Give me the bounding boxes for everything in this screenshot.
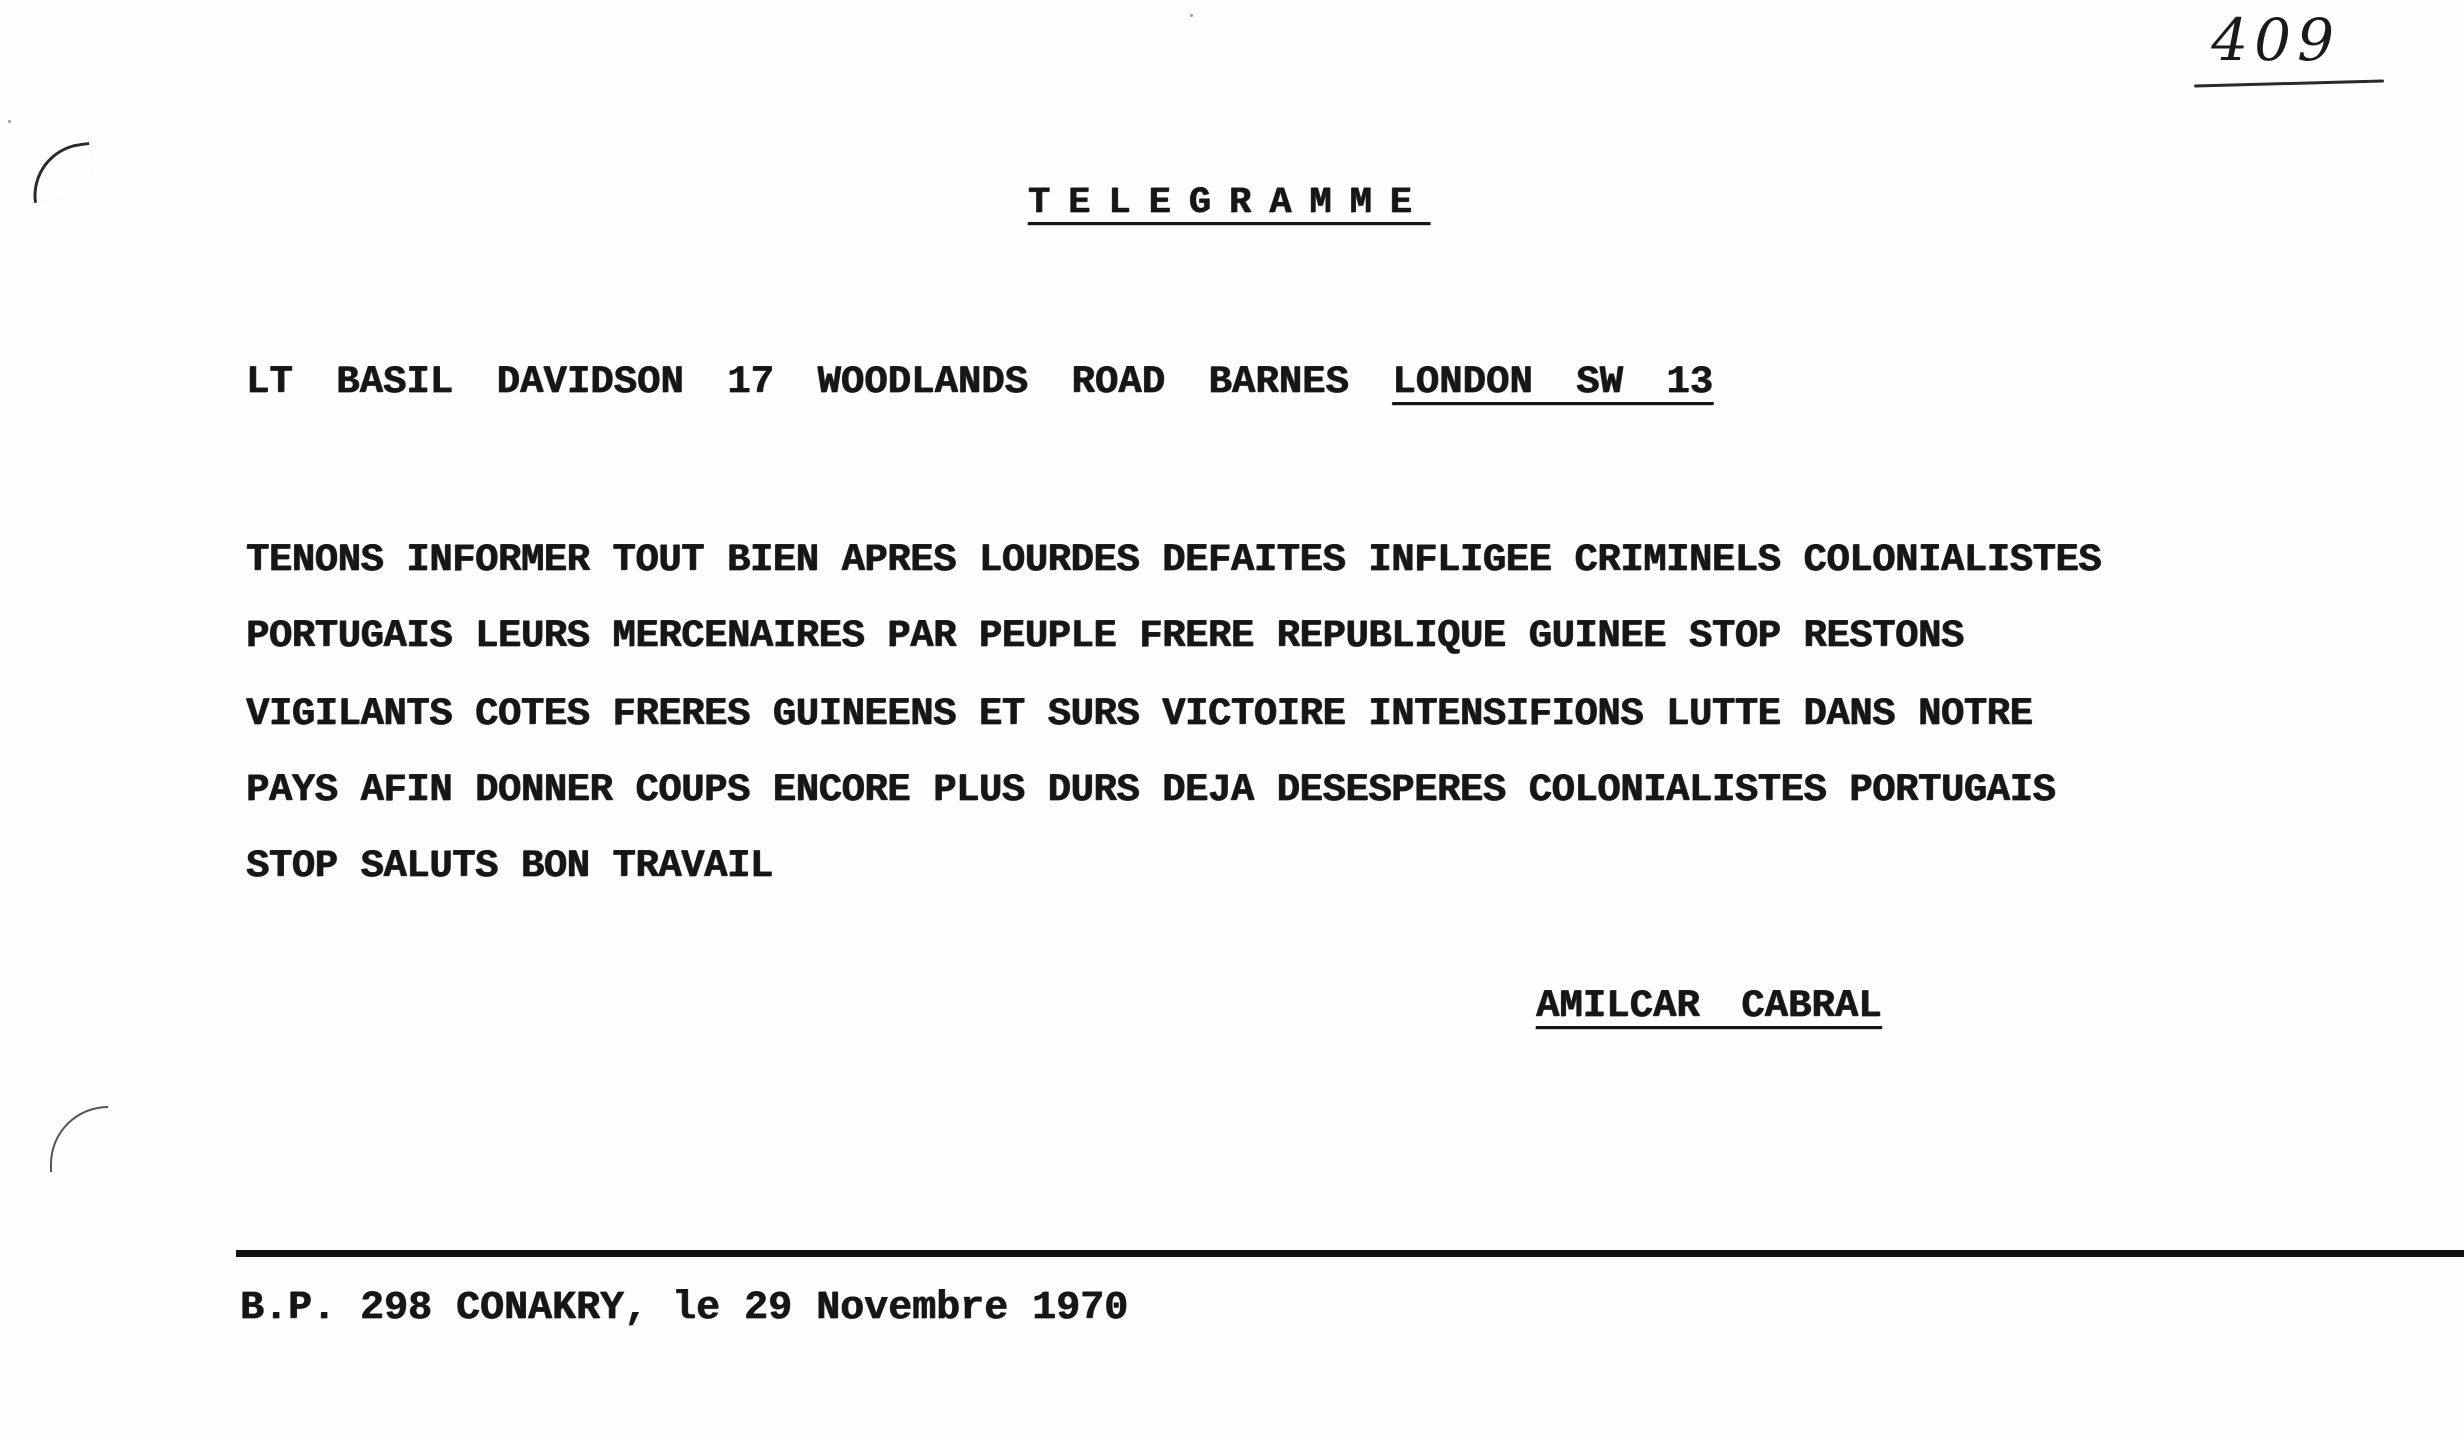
handwritten-page-number — [2184, 6, 2384, 90]
recipient-address — [246, 360, 1713, 404]
recipient-name-street: LT BASIL DAVIDSON 17 WOODLANDS ROAD BARNES — [246, 360, 1349, 404]
signature: AMILCAR CABRAL — [1536, 984, 1882, 1028]
punch-hole-mark-bottom — [50, 1106, 108, 1172]
telegram-body-line-1: TENONS INFORMER TOUT BIEN APRES LOURDES DEFAITES INFLIGEE CRIMINELS COLONIALISTES — [246, 538, 2102, 582]
punch-hole-mark-top — [27, 142, 97, 203]
footer-divider — [236, 1250, 2464, 1257]
telegram-body-line-3: VIGILANTS COTES FRERES GUINEENS ET SURS VICTOIRE INTENSIFIONS LUTTE DANS NOTRE — [246, 692, 2033, 736]
telegram-body-line-5: STOP SALUTS BON TRAVAIL — [246, 844, 773, 888]
recipient-city: LONDON SW 13 — [1392, 360, 1714, 404]
paper-speck — [1190, 14, 1193, 17]
page-number-underline — [2194, 80, 2384, 88]
paper-speck — [8, 120, 11, 123]
page-number-text: 409 — [2211, 6, 2340, 74]
telegram-body-line-4: PAYS AFIN DONNER COUPS ENCORE PLUS DURS DEJA DESESPERES COLONIALISTES PORTUGAIS — [246, 768, 2056, 812]
telegram-title: TELEGRAMME — [1028, 182, 1431, 224]
telegram-body-line-2: PORTUGAIS LEURS MERCENAIRES PAR PEUPLE FRERE REPUBLIQUE GUINEE STOP RESTONS — [246, 614, 1964, 658]
footer-place-date: B.P. 298 CONAKRY, le 29 Novembre 1970 — [240, 1286, 1129, 1331]
